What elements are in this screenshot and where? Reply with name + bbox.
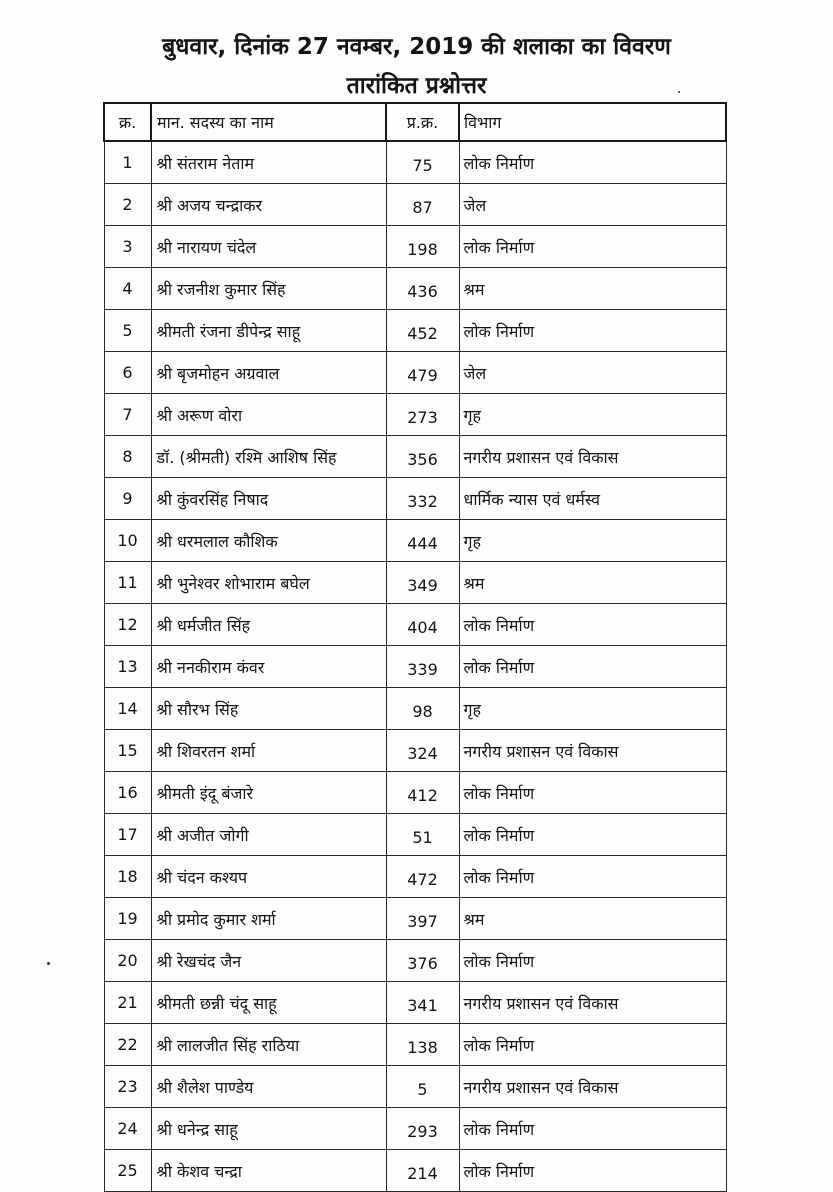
cell-question-number: 356	[386, 436, 459, 478]
cell-department: लोक निर्माण	[459, 856, 726, 898]
cell-member-name: श्री नारायण चंदेल	[151, 226, 386, 268]
cell-member-name: श्री शिवरतन शर्मा	[151, 730, 386, 772]
cell-serial: 19	[104, 898, 151, 940]
cell-department: लोक निर्माण	[459, 940, 726, 982]
cell-serial: 4	[104, 268, 151, 310]
table-row	[104, 982, 726, 1024]
table-row	[104, 1024, 726, 1066]
table-row	[104, 184, 726, 226]
cell-serial: 25	[104, 1150, 151, 1192]
cell-member-name: श्री कुंवरसिंह निषाद	[151, 478, 386, 520]
header-member-name: मान. सदस्य का नाम	[151, 103, 386, 141]
table-header	[104, 103, 726, 141]
cell-question-number: 5	[386, 1066, 459, 1108]
cell-question-number: 444	[386, 520, 459, 562]
cell-member-name: श्रीमती छन्नी चंदू साहू	[151, 982, 386, 1024]
cell-department: लोक निर्माण	[459, 1024, 726, 1066]
cell-question-number: 51	[386, 814, 459, 856]
cell-question-number: 75	[386, 141, 459, 184]
cell-department: नगरीय प्रशासन एवं विकास	[459, 730, 726, 772]
cell-question-number: 273	[386, 394, 459, 436]
cell-department: लोक निर्माण	[459, 1150, 726, 1192]
cell-department: लोक निर्माण	[459, 1108, 726, 1150]
cell-question-number: 138	[386, 1024, 459, 1066]
table-row	[104, 141, 726, 184]
cell-serial: 17	[104, 814, 151, 856]
table-row	[104, 436, 726, 478]
table-row	[104, 604, 726, 646]
cell-question-number: 339	[386, 646, 459, 688]
table-row	[104, 310, 726, 352]
cell-member-name: श्री शैलेश पाण्डेय	[151, 1066, 386, 1108]
table-row	[104, 814, 726, 856]
cell-member-name: श्री धरमलाल कौशिक	[151, 520, 386, 562]
table-row	[104, 478, 726, 520]
cell-member-name: श्री लालजीत सिंह राठिया	[151, 1024, 386, 1066]
cell-question-number: 198	[386, 226, 459, 268]
cell-serial: 12	[104, 604, 151, 646]
cell-serial: 1	[104, 141, 151, 184]
cell-member-name: डॉ. (श्रीमती) रश्मि आशिष सिंह	[151, 436, 386, 478]
cell-serial: 14	[104, 688, 151, 730]
cell-department: जेल	[459, 352, 726, 394]
table-row	[104, 856, 726, 898]
cell-question-number: 98	[386, 688, 459, 730]
cell-question-number: 397	[386, 898, 459, 940]
cell-serial: 22	[104, 1024, 151, 1066]
cell-member-name: श्री संतराम नेताम	[151, 141, 386, 184]
cell-department: श्रम	[459, 562, 726, 604]
cell-serial: 11	[104, 562, 151, 604]
cell-member-name: श्री रजनीश कुमार सिंह	[151, 268, 386, 310]
cell-member-name: श्री अरूण वोरा	[151, 394, 386, 436]
table-row	[104, 646, 726, 688]
cell-department: श्रम	[459, 898, 726, 940]
cell-question-number: 87	[386, 184, 459, 226]
table-row	[104, 1066, 726, 1108]
cell-question-number: 214	[386, 1150, 459, 1192]
cell-serial: 10	[104, 520, 151, 562]
members-table	[103, 102, 727, 1192]
cell-member-name: श्री रेखचंद जैन	[151, 940, 386, 982]
cell-member-name: श्री केशव चन्द्रा	[151, 1150, 386, 1192]
table-row	[104, 898, 726, 940]
cell-serial: 20	[104, 940, 151, 982]
cell-member-name: श्री चंदन कश्यप	[151, 856, 386, 898]
cell-member-name: श्री धर्मजीत सिंह	[151, 604, 386, 646]
page-subtitle: तारांकित प्रश्नोत्तर	[346, 73, 487, 99]
cell-member-name: श्रीमती इंदू बंजारे	[151, 772, 386, 814]
cell-department: नगरीय प्रशासन एवं विकास	[459, 436, 726, 478]
cell-serial: 5	[104, 310, 151, 352]
table-row	[104, 520, 726, 562]
cell-department: जेल	[459, 184, 726, 226]
cell-department: लोक निर्माण	[459, 772, 726, 814]
table-row	[104, 772, 726, 814]
cell-member-name: श्री बृजमोहन अग्रवाल	[151, 352, 386, 394]
table-row	[104, 688, 726, 730]
table-row	[104, 1108, 726, 1150]
cell-question-number: 349	[386, 562, 459, 604]
cell-serial: 16	[104, 772, 151, 814]
cell-serial: 13	[104, 646, 151, 688]
cell-member-name: श्री अजीत जोगी	[151, 814, 386, 856]
cell-department: लोक निर्माण	[459, 310, 726, 352]
cell-department: लोक निर्माण	[459, 141, 726, 184]
cell-question-number: 412	[386, 772, 459, 814]
cell-question-number: 404	[386, 604, 459, 646]
cell-question-number: 324	[386, 730, 459, 772]
cell-member-name: श्री प्रमोद कुमार शर्मा	[151, 898, 386, 940]
table-row	[104, 268, 726, 310]
cell-serial: 15	[104, 730, 151, 772]
cell-question-number: 436	[386, 268, 459, 310]
cell-member-name: श्री अजय चन्द्राकर	[151, 184, 386, 226]
table-row	[104, 1150, 726, 1192]
cell-member-name: श्री ननकीराम कंवर	[151, 646, 386, 688]
cell-serial: 3	[104, 226, 151, 268]
table-row	[104, 394, 726, 436]
cell-serial: 6	[104, 352, 151, 394]
cell-serial: 24	[104, 1108, 151, 1150]
cell-question-number: 479	[386, 352, 459, 394]
table-row	[104, 226, 726, 268]
cell-question-number: 332	[386, 478, 459, 520]
table-row	[104, 730, 726, 772]
table-row	[104, 352, 726, 394]
cell-department: लोक निर्माण	[459, 646, 726, 688]
cell-department: लोक निर्माण	[459, 814, 726, 856]
cell-serial: 2	[104, 184, 151, 226]
cell-serial: 21	[104, 982, 151, 1024]
cell-member-name: श्री सौरभ सिंह	[151, 688, 386, 730]
cell-question-number: 376	[386, 940, 459, 982]
cell-question-number: 293	[386, 1108, 459, 1150]
cell-member-name: श्रीमती रंजना डीपेन्द्र साहू	[151, 310, 386, 352]
cell-serial: 23	[104, 1066, 151, 1108]
table-body	[104, 141, 726, 1192]
cell-department: श्रम	[459, 268, 726, 310]
cell-department: लोक निर्माण	[459, 604, 726, 646]
header-serial: क्र.	[104, 103, 151, 141]
cell-serial: 9	[104, 478, 151, 520]
cell-serial: 7	[104, 394, 151, 436]
cell-serial: 18	[104, 856, 151, 898]
cell-department: नगरीय प्रशासन एवं विकास	[459, 982, 726, 1024]
cell-serial: 8	[104, 436, 151, 478]
cell-department: धार्मिक न्यास एवं धर्मस्व	[459, 478, 726, 520]
cell-department: नगरीय प्रशासन एवं विकास	[459, 1066, 726, 1108]
cell-department: गृह	[459, 688, 726, 730]
cell-question-number: 341	[386, 982, 459, 1024]
cell-department: गृह	[459, 520, 726, 562]
cell-department: लोक निर्माण	[459, 226, 726, 268]
table-row	[104, 940, 726, 982]
cell-question-number: 472	[386, 856, 459, 898]
cell-member-name: श्री धनेन्द्र साहू	[151, 1108, 386, 1150]
scan-speck	[678, 91, 680, 93]
cell-member-name: श्री भुनेश्वर शोभाराम बघेल	[151, 562, 386, 604]
header-row	[104, 103, 726, 141]
scan-speck	[47, 962, 50, 965]
page-title: बुधवार, दिनांक 27 नवम्बर, 2019 की शलाका का विवरण	[162, 34, 671, 60]
cell-department: गृह	[459, 394, 726, 436]
header-question-number: प्र.क्र.	[386, 103, 459, 141]
cell-question-number: 452	[386, 310, 459, 352]
header-department: विभाग	[459, 103, 726, 141]
table-row	[104, 562, 726, 604]
